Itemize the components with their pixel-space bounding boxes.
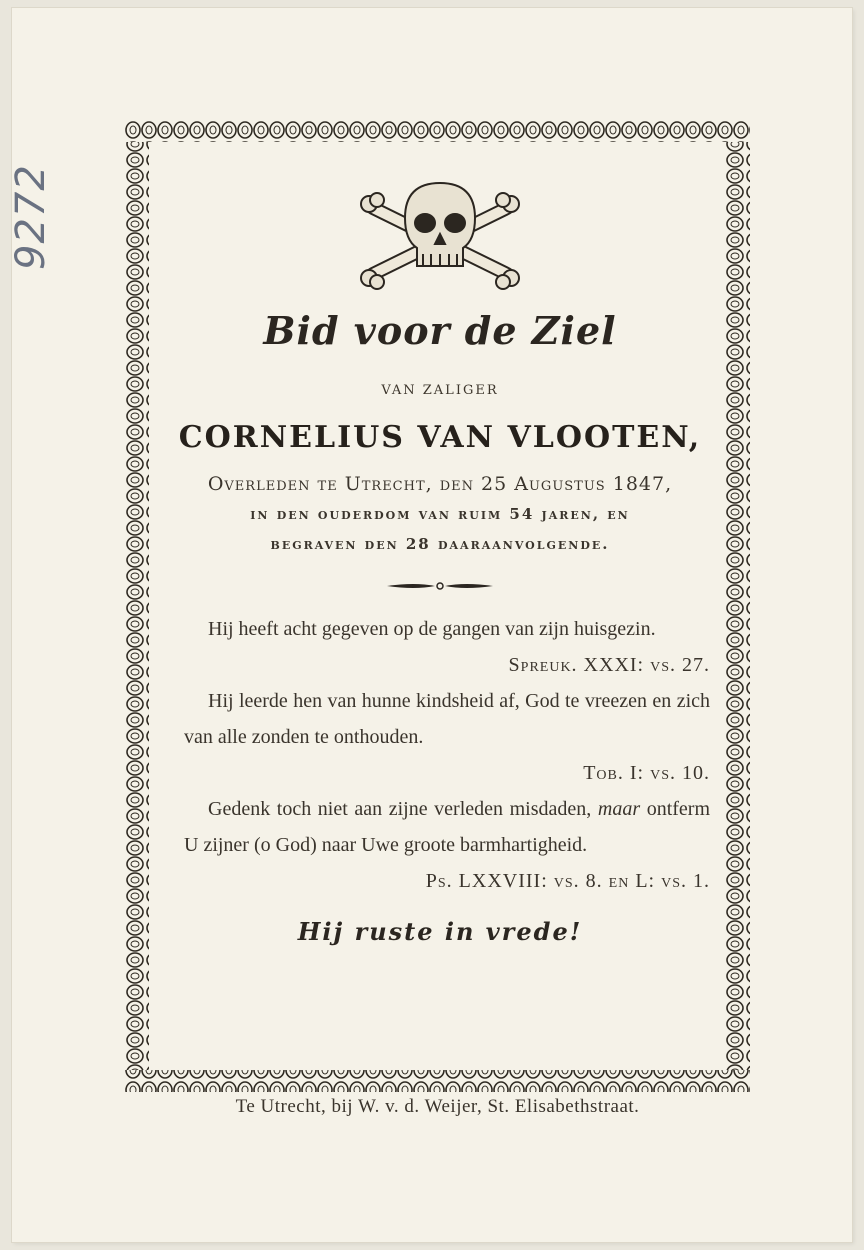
death-line: Overleden te Utrecht, den 25 Augustus 1847, <box>207 473 673 495</box>
age-line: in den ouderdom van ruim 54 jaren, en <box>250 505 630 523</box>
verse-1: Hij heeft acht gegeven op de gangen van zijn huisgezin. <box>208 618 656 640</box>
verse-2-ref: Tob. I: vs. 10. <box>583 762 710 784</box>
death-info <box>160 469 720 559</box>
ornamental-divider <box>385 580 495 592</box>
skull-crossbones-icon <box>355 178 525 293</box>
verse-2: Hij leerde hen van hunne kindsheid af, God te vreezen en zich van alle zonden te onthouden. <box>184 690 710 748</box>
verse-3-part-2: ontferm U zijner (o God) naar Uwe groote barmhartigheid. <box>184 798 711 856</box>
card-content <box>160 178 720 946</box>
verse-3-part-1: Gedenk toch niet aan zijne verleden misdaden, <box>208 798 592 820</box>
heading: Bid voor de Ziel <box>263 308 617 353</box>
scripture-verses <box>160 611 720 899</box>
verse-3-italic: maar <box>597 798 641 820</box>
handwritten-number: 9272 <box>8 164 54 270</box>
printer-imprint: Te Utrecht, bij W. v. d. Weijer, St. Elisabethstraat. <box>235 1096 640 1117</box>
closing-line: Hij ruste in vrede! <box>297 917 583 946</box>
burial-line: begraven den 28 daaraanvolgende. <box>270 535 610 553</box>
verse-1-ref: Spreuk. XXXI: vs. 27. <box>508 654 710 676</box>
deceased-name: CORNELIUS VAN VLOOTEN, <box>178 420 702 455</box>
verse-3 <box>184 791 710 863</box>
subheading: VAN ZALIGER <box>381 383 499 398</box>
verse-3-ref: Ps. LXXVIII: vs. 8. en L: vs. 1. <box>425 870 710 892</box>
